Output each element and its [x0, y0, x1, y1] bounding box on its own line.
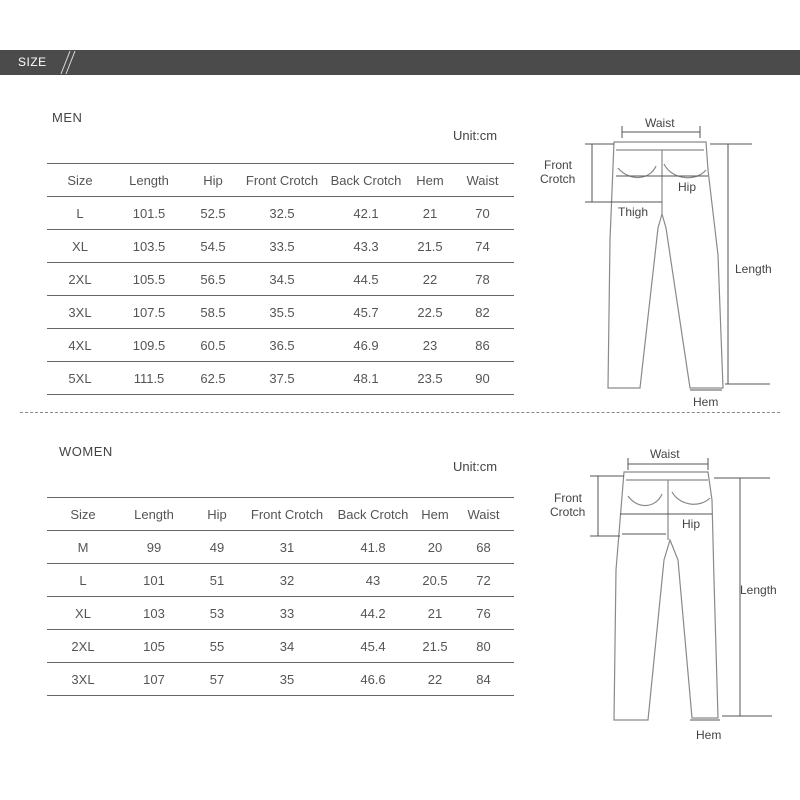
front-crotch-label-line2: Crotch — [550, 505, 586, 519]
table-row — [47, 597, 514, 630]
table-row — [47, 329, 514, 362]
table-cell: 32 — [279, 572, 295, 588]
column-header: Waist — [467, 506, 500, 522]
table-cell: 22.5 — [417, 304, 443, 320]
column-header: Back Crotch — [337, 506, 409, 522]
table-cell: 3XL — [71, 671, 95, 687]
table-cell: 23 — [422, 337, 438, 353]
table-row — [47, 197, 514, 230]
length-label: Length — [735, 262, 772, 276]
men-table-header-row — [47, 164, 514, 197]
table-row — [47, 263, 514, 296]
table-row — [47, 663, 514, 696]
table-cell: 86 — [475, 337, 490, 353]
table-cell: 68 — [476, 539, 491, 555]
men-size-table — [47, 163, 514, 395]
table-cell: 22 — [422, 271, 438, 287]
men-section-title: MEN — [52, 110, 83, 125]
table-cell: 58.5 — [200, 304, 226, 320]
table-cell: 23.5 — [417, 370, 443, 386]
table-cell: 101.5 — [132, 205, 166, 221]
table-cell: 111.5 — [133, 370, 165, 386]
women-pants-outline — [614, 472, 718, 720]
table-cell: 21.5 — [417, 238, 443, 254]
column-header: Front Crotch — [250, 506, 324, 522]
table-cell: 84 — [476, 671, 491, 687]
table-cell: 74 — [475, 238, 490, 254]
table-cell: 60.5 — [200, 337, 226, 353]
column-header: Waist — [466, 172, 499, 188]
table-cell: 72 — [476, 572, 491, 588]
table-cell: 21 — [427, 605, 443, 621]
table-cell: 20 — [427, 539, 443, 555]
table-cell: 46.6 — [360, 671, 386, 687]
table-cell: 33 — [279, 605, 295, 621]
table-row — [47, 296, 514, 329]
table-cell: 36.5 — [269, 337, 295, 353]
table-cell: 21 — [422, 205, 438, 221]
table-cell: 2XL — [71, 638, 95, 654]
header-slash-icon — [58, 50, 78, 75]
table-cell: 90 — [475, 370, 490, 386]
table-cell: 62.5 — [200, 370, 226, 386]
table-cell: 35.5 — [269, 304, 295, 320]
table-row — [47, 230, 514, 263]
column-header: Length — [129, 172, 169, 188]
table-cell: 4XL — [68, 337, 92, 353]
table-row — [47, 564, 514, 597]
front-crotch-label-line1: Front — [544, 158, 573, 172]
column-header: Hip — [203, 172, 223, 188]
table-cell: 56.5 — [200, 271, 226, 287]
hem-label: Hem — [696, 728, 722, 742]
table-cell: L — [79, 572, 87, 588]
table-cell: 3XL — [68, 304, 92, 320]
table-cell: 46.9 — [353, 337, 379, 353]
table-cell: 34.5 — [269, 271, 295, 287]
table-cell: 45.4 — [360, 638, 386, 654]
table-cell: 49 — [209, 539, 225, 555]
table-cell: 41.8 — [360, 539, 386, 555]
table-cell: 57 — [209, 671, 225, 687]
table-cell: M — [77, 539, 89, 555]
table-cell: 51 — [209, 572, 225, 588]
front-crotch-label-line1: Front — [554, 491, 583, 505]
table-cell: 33.5 — [269, 238, 295, 254]
hip-label: Hip — [682, 517, 701, 531]
women-size-table — [47, 497, 514, 696]
table-cell: 107.5 — [132, 304, 166, 320]
section-divider — [20, 412, 780, 413]
table-cell: 22 — [427, 671, 443, 687]
column-header: Back Crotch — [330, 172, 402, 188]
table-cell: 43.3 — [353, 238, 379, 254]
table-cell: 82 — [475, 304, 490, 320]
table-cell: 101 — [143, 572, 165, 588]
waist-label: Waist — [645, 116, 675, 130]
waist-label: Waist — [650, 447, 680, 461]
table-cell: 2XL — [68, 271, 92, 287]
size-header-bar — [0, 50, 800, 75]
table-cell: L — [76, 205, 84, 221]
column-header: Hip — [207, 506, 227, 522]
length-label: Length — [740, 583, 777, 597]
column-header: Size — [67, 172, 93, 188]
table-cell: 42.1 — [353, 205, 379, 221]
table-cell: 99 — [146, 539, 162, 555]
table-cell: 21.5 — [422, 638, 448, 654]
table-cell: 55 — [209, 638, 225, 654]
column-header: Length — [134, 506, 174, 522]
table-row — [47, 531, 514, 564]
table-cell: 5XL — [68, 370, 92, 386]
table-cell: XL — [75, 605, 91, 621]
table-cell: 80 — [476, 638, 491, 654]
table-cell: 20.5 — [422, 572, 448, 588]
men-pants-outline — [608, 142, 723, 388]
women-section-title: WOMEN — [59, 444, 113, 459]
table-cell: 52.5 — [200, 205, 226, 221]
table-cell: 32.5 — [269, 205, 295, 221]
women-unit-label: Unit:cm — [453, 459, 498, 474]
table-cell: 35 — [279, 671, 295, 687]
women-table-header-row — [47, 498, 514, 531]
thigh-label: Thigh — [618, 205, 649, 219]
table-cell: 107 — [143, 671, 165, 687]
front-crotch-label-line2: Crotch — [540, 172, 576, 186]
column-header: Size — [70, 506, 96, 522]
table-cell: 45.7 — [353, 304, 379, 320]
table-cell: 70 — [475, 205, 490, 221]
table-cell: 103 — [143, 605, 165, 621]
table-cell: XL — [72, 238, 88, 254]
table-cell: 31 — [279, 539, 295, 555]
women-pants-diagram — [530, 440, 800, 750]
column-header: Hem — [416, 172, 444, 188]
table-cell: 105.5 — [132, 271, 166, 287]
men-unit-label: Unit:cm — [453, 128, 498, 143]
table-cell: 105 — [143, 638, 165, 654]
table-cell: 44.5 — [353, 271, 379, 287]
hem-label: Hem — [693, 395, 719, 409]
table-cell: 76 — [476, 605, 491, 621]
table-cell: 53 — [209, 605, 225, 621]
table-row — [47, 362, 514, 395]
table-cell: 44.2 — [360, 605, 386, 621]
table-cell: 43 — [365, 572, 381, 588]
men-pants-diagram — [530, 110, 800, 410]
table-cell: 103.5 — [132, 238, 166, 254]
header-title: SIZE — [18, 55, 47, 69]
table-cell: 109.5 — [132, 337, 166, 353]
table-cell: 78 — [475, 271, 490, 287]
table-cell: 37.5 — [269, 370, 295, 386]
hip-label: Hip — [678, 180, 697, 194]
table-cell: 48.1 — [353, 370, 379, 386]
table-cell: 54.5 — [200, 238, 226, 254]
column-header: Hem — [421, 506, 449, 522]
table-cell: 34 — [279, 638, 295, 654]
table-row — [47, 630, 514, 663]
column-header: Front Crotch — [245, 172, 319, 188]
